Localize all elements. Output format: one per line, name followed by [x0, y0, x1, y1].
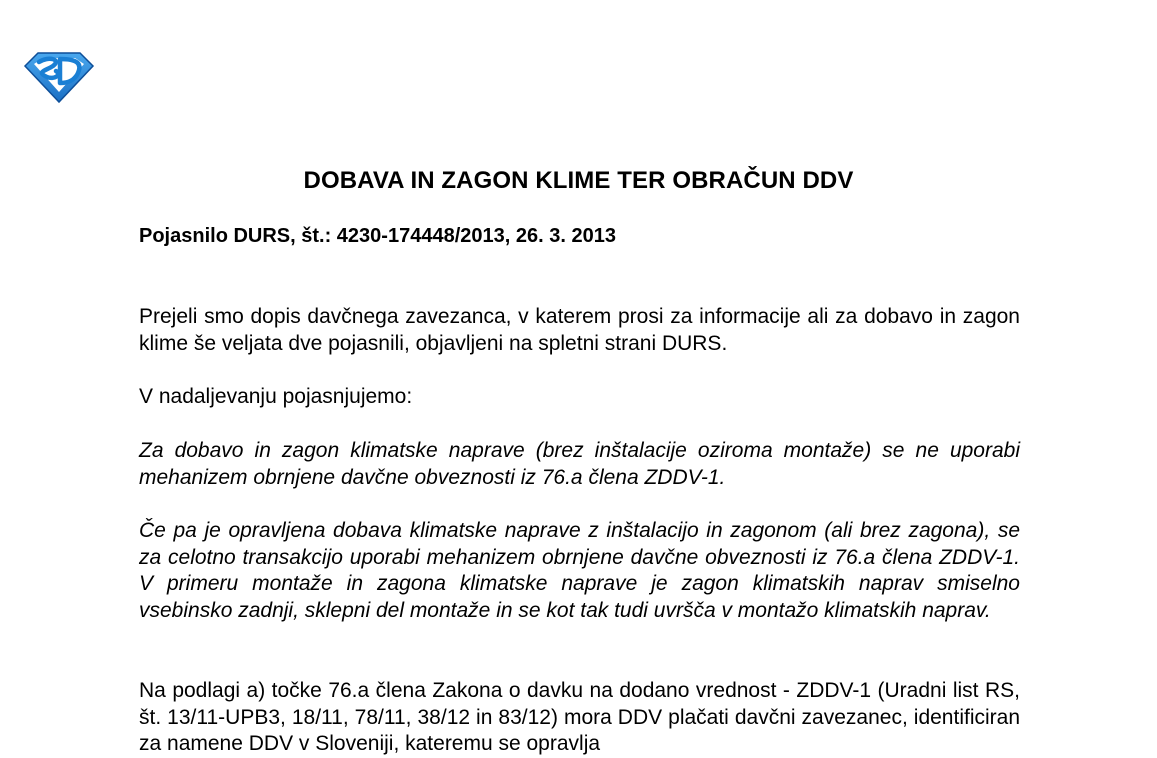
paragraph-italic-1: Za dobavo in zagon klimatske naprave (brez inštalacije oziroma montaže) se ne uporabi mehanizem obrnjene davčne obveznosti iz 76.a člena ZDDV-1. — [139, 439, 1020, 489]
paragraph-italic-2: Če pa je opravljena dobava klimatske naprave z inštalacijo in zagonom (ali brez zagona), se za celotno transakcijo uporabi mehanizem obrnjene davčne obveznosti iz 76.a člena ZDDV-1. V primeru montaže in zagona klimatske naprave je zagon klimatskih naprav smiselno vsebinsko zadnji, sklepni del montaže in se kot tak tudi uvršča v montažo klimatskih naprav. — [139, 519, 1020, 622]
document-title: DOBAVA IN ZAGON KLIME TER OBRAČUN DDV — [303, 167, 854, 194]
paragraph-lead: V nadaljevanju pojasnjujemo: — [139, 385, 413, 408]
paragraph-legal-basis: Na podlagi a) točke 76.a člena Zakona o davku na dodano vrednost - ZDDV-1 (Uradni list RS, št. 13/11-UPB3, 18/11, 78/11, 38/12 in 83/12) mora DDV plačati davčni zavezanec, identificiran za namene DDV v Sloveniji, kateremu se opravlja — [139, 679, 1020, 755]
paragraph-intro: Prejeli smo dopis davčnega zavezanca, v katerem prosi za informacije ali za dobavo in zagon klime še veljata dve pojasnili, objavljeni na spletni strani DURS. — [139, 305, 1020, 355]
document-subtitle: Pojasnilo DURS, št.: 4230-174448/2013, 26. 3. 2013 — [139, 225, 616, 247]
company-logo-icon — [22, 50, 96, 104]
